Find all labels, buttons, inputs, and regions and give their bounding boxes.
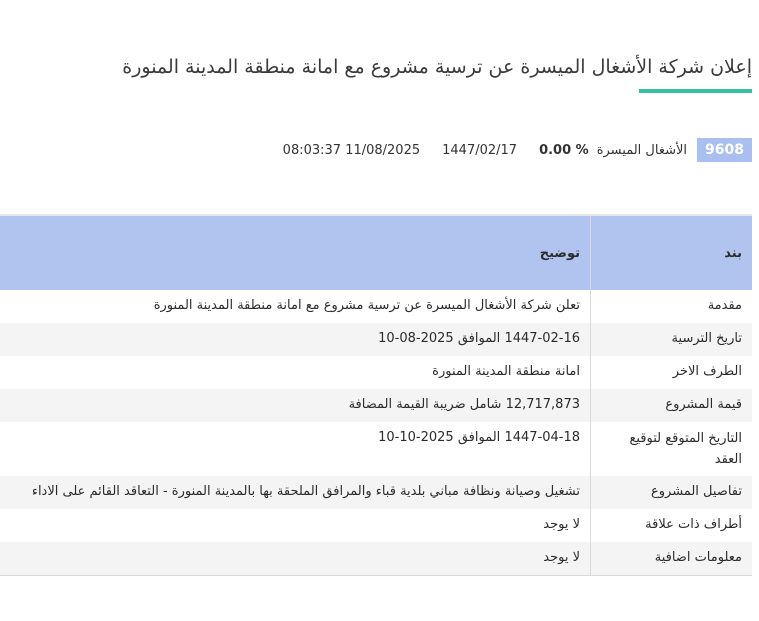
company-name[interactable]: الأشغال الميسرة [596,142,688,158]
table-row [0,323,752,356]
row-value: لا يوجد [543,517,580,532]
row-label: الطرف الاخر [591,356,753,389]
symbol-badge[interactable]: 9608 [697,138,752,162]
row-value: 12,717,873 شامل ضريبة القيمة المضافة [0,389,591,422]
table-row [0,542,752,576]
details-table-container [0,214,752,576]
row-label: أطراف ذات علاقة [591,509,753,542]
table-row [0,389,752,422]
row-value: لا يوجد [0,542,591,576]
row-label: تفاصيل المشروع [591,476,753,509]
header-description: توضيح [0,215,591,290]
row-value: 1447-04-18 الموافق 2025-10-10 [378,430,580,445]
announcement-datetime: 08:03:37 11/08/2025 [282,142,421,158]
row-value: 1447-02-16 الموافق 2025-08-10 [0,323,591,356]
header-item: بند [591,215,753,290]
row-label: تاريخ الترسية [591,323,753,356]
row-label: قيمة المشروع [591,389,753,422]
table-row [0,476,752,509]
row-value: امانة منطقة المدينة المنورة [432,364,580,379]
hijri-date: 1447/02/17 [442,142,518,158]
row-label: التاريخ المتوقع لتوقيع العقد [591,422,753,476]
row-value: تعلن شركة الأشغال الميسرة عن ترسية مشروع مع امانة منطقة المدينة المنورة [153,298,580,313]
price-change: 0.00 % [539,142,589,158]
table-row [0,422,752,476]
table-row [0,290,752,323]
table-row [0,509,752,542]
table-row [0,356,752,389]
row-label: مقدمة [591,290,753,323]
details-table [0,214,752,576]
table-header-row [0,215,752,290]
announcement-title: إعلان شركة الأشغال الميسرة عن ترسية مشروع مع امانة منطقة المدينة المنورة [122,56,752,78]
row-label: معلومات اضافية [591,542,753,576]
stock-info-row [283,138,752,162]
title-underline [639,89,752,93]
row-value: تشغيل وصيانة ونظافة مباني بلدية قباء والمرافق الملحقة بها بالمدينة المنورة - التعاقد القائم على الاداء [0,476,591,509]
